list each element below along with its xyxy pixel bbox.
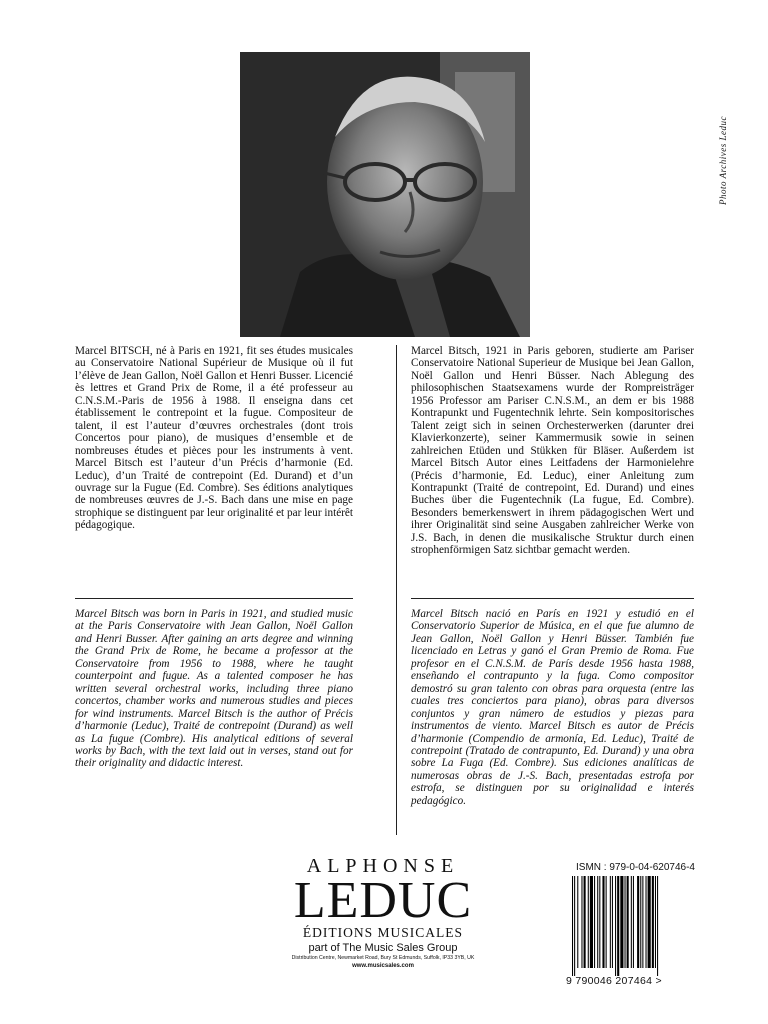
barcode-bar [625, 876, 626, 968]
photo-credit: Photo Archives Leduc [718, 116, 728, 205]
barcode-bar [572, 876, 573, 976]
barcode-bar [646, 876, 647, 968]
barcode-bar [631, 876, 632, 968]
barcode-bar [617, 876, 619, 976]
bio-french: Marcel BITSCH, né à Paris en 1921, fit ses études musicales au Conservatoire National Supérieur de Musique où il fut l’élève de Jean Gallon, Noël Gallon et Henri Busser. Licencié ès lettres et Grand Prix de Rome, il a été professeur au C.N.S.M.-Paris de 1956 à 1988. Il enseigna dans cet établissement le contrepoint et la fugue. Compositeur de talent, il est l’auteur d’œuvres orchestrales (dont trois Concertos pour piano), de musiques d’ensemble et de nombreuses études et pièces pour les instruments à vent. Marcel Bitsch est l’auteur d’un Précis d’harmonie (Ed. Leduc), d’un Traité de contrepoint (Ed. Durand) et d’un ouvrage sur la Fugue (Ed. Combre). Ses éditions analytiques de nombreuses œuvres de J.-S. Bach dans une mise en page strophique se distinguent par leur originalité et par leur intérêt pédagogique. [75, 345, 353, 532]
ismn-number: ISMN : 979-0-04-620746-4 [576, 862, 695, 873]
barcode-bar [633, 876, 634, 968]
bio-english: Marcel Bitsch was born in Paris in 1921, and studied music at the Paris Conservatoire with Jean Gallon, Noël Gallon and Henri Busser. After gaining an arts degree and winning the Grand Prix de Rome, he became a professor at the Conservatoire from 1956 to 1988, where he taught counterpoint and fugue. As a talented composer he has written several orchestral works, including three piano concertos, chamber works and numerous studies and pieces for wind instruments. Marcel Bitsch is the author of Précis d’harmonie (Leduc), Traité de contrepoint (Durand) as well as La fugue (Combre). His analytical editions of several works by Bach, with the text laid out in verses, stand out for their originality and didactic interest. [75, 608, 353, 770]
barcode-bar [594, 876, 595, 968]
barcode-bar [581, 876, 582, 968]
logo-editions: ÉDITIONS MUSICALES [302, 925, 464, 940]
section-divider-right [411, 598, 694, 599]
barcode-bar [652, 876, 654, 968]
barcode-bar [615, 876, 616, 976]
barcode-bar [584, 876, 586, 968]
barcode-bar [642, 876, 643, 968]
barcode-bar [577, 876, 578, 968]
barcode-bar [597, 876, 598, 968]
barcode-icon [568, 876, 708, 976]
barcode-bar [588, 876, 589, 968]
barcode-bar [602, 876, 604, 968]
barcode-bar [612, 876, 613, 968]
portrait-illustration [240, 52, 530, 337]
barcode-bar [648, 876, 651, 968]
column-divider [396, 345, 397, 835]
logo-alphonse: ALPHONSE [306, 855, 460, 877]
barcode-digits: 9 790046 207464 > [566, 975, 662, 987]
portrait-photo [240, 52, 530, 337]
logo-leduc: LEDUC [293, 872, 473, 929]
barcode-bar [606, 876, 607, 968]
barcode-bar [627, 876, 629, 968]
logo-part-of: part of The Music Sales Group [308, 942, 458, 954]
barcode-bar [637, 876, 639, 968]
bio-german: Marcel Bitsch, 1921 in Paris geboren, studierte am Pariser Conservatoire National Superieur de Musique bei Jean Gallon, Noël Gallon und Henri Büsser. Nach Ablegung des philosophischen Staatsexamens wurde der Rompreisträger 1956 Professor am Pariser C.N.S.M., an dem er bis 1988 Kontrapunkt und Fugentechnik lehrte. Sein kompositorisches Talent zeigt sich in seinen Orchesterwerken (darunter drei Klavierkonzerte), seiner Kammermusik sowie in seinen zahlreichen Etüden und Stükken für Bläser. Außerdem ist Marcel Bitsch Autor eines Leitfadens der Harmonielehre (Précis d’harmonie, Ed. Leduc), einer Anleitung zum Kontrapunkt (Traité de contrepoint, Ed. Durand) und eines Buches über die Fugentechnik (La fugue, Ed. Combre). Besonders bemerkenswert in ihrem pädagogischen Wert und ihrer Originalität sind seine Ausgaben zahlreicher Werke von J.S. Bach, in denen die musikalische Struktur durch einen strophenförmigen Satz sichtbar gemacht werden. [411, 345, 694, 557]
logo-website: www.musicsales.com [352, 963, 414, 969]
barcode-block [566, 862, 716, 990]
logo-address: Distribution Centre, Newmarket Road, Bury St Edmunds, Suffolk, IP33 3YB, UK [291, 955, 475, 961]
barcode-bar [610, 876, 611, 968]
barcode-bar [574, 876, 575, 976]
barcode-bar [599, 876, 600, 968]
publisher-logo [258, 855, 508, 970]
barcode-bar [620, 876, 623, 968]
bio-spanish: Marcel Bitsch nació en París en 1921 y estudió en el Conservatorio Superior de Música, en el que fue alumno de Jean Gallon, Noël Gallon y Henri Büsser. También fue licenciado en Letras y ganó el Gran Premio de Roma. Fue profesor en el C.N.S.M. de París desde 1956 hasta 1988, enseñando el contrapunto y la fuga. Como compositor demostró su gran talento con obras para orquesta (entre las cuales tres conciertos para piano), obras para diversos conjuntos y gran número de estudios y piezas para instrumentos de viento. Marcel Bitsch es autor de Précis d’harmonie (Compendio de armonía, Ed. Leduc), Traité de contrepoint (Tratado de contrapunto, Ed. Durand) y una obra sobre La Fuga (Ed. Combre). Sus ediciones analíticas de numerosas obras de J.-S. Bach, presentadas estrofa por estrofa, se distinguen por su originalidad e interés pedagógico. [411, 608, 694, 807]
barcode-bar [590, 876, 593, 968]
barcode-bar [655, 876, 656, 968]
section-divider-left [75, 598, 353, 599]
barcode-bar [657, 876, 658, 976]
barcode-bar [640, 876, 641, 968]
